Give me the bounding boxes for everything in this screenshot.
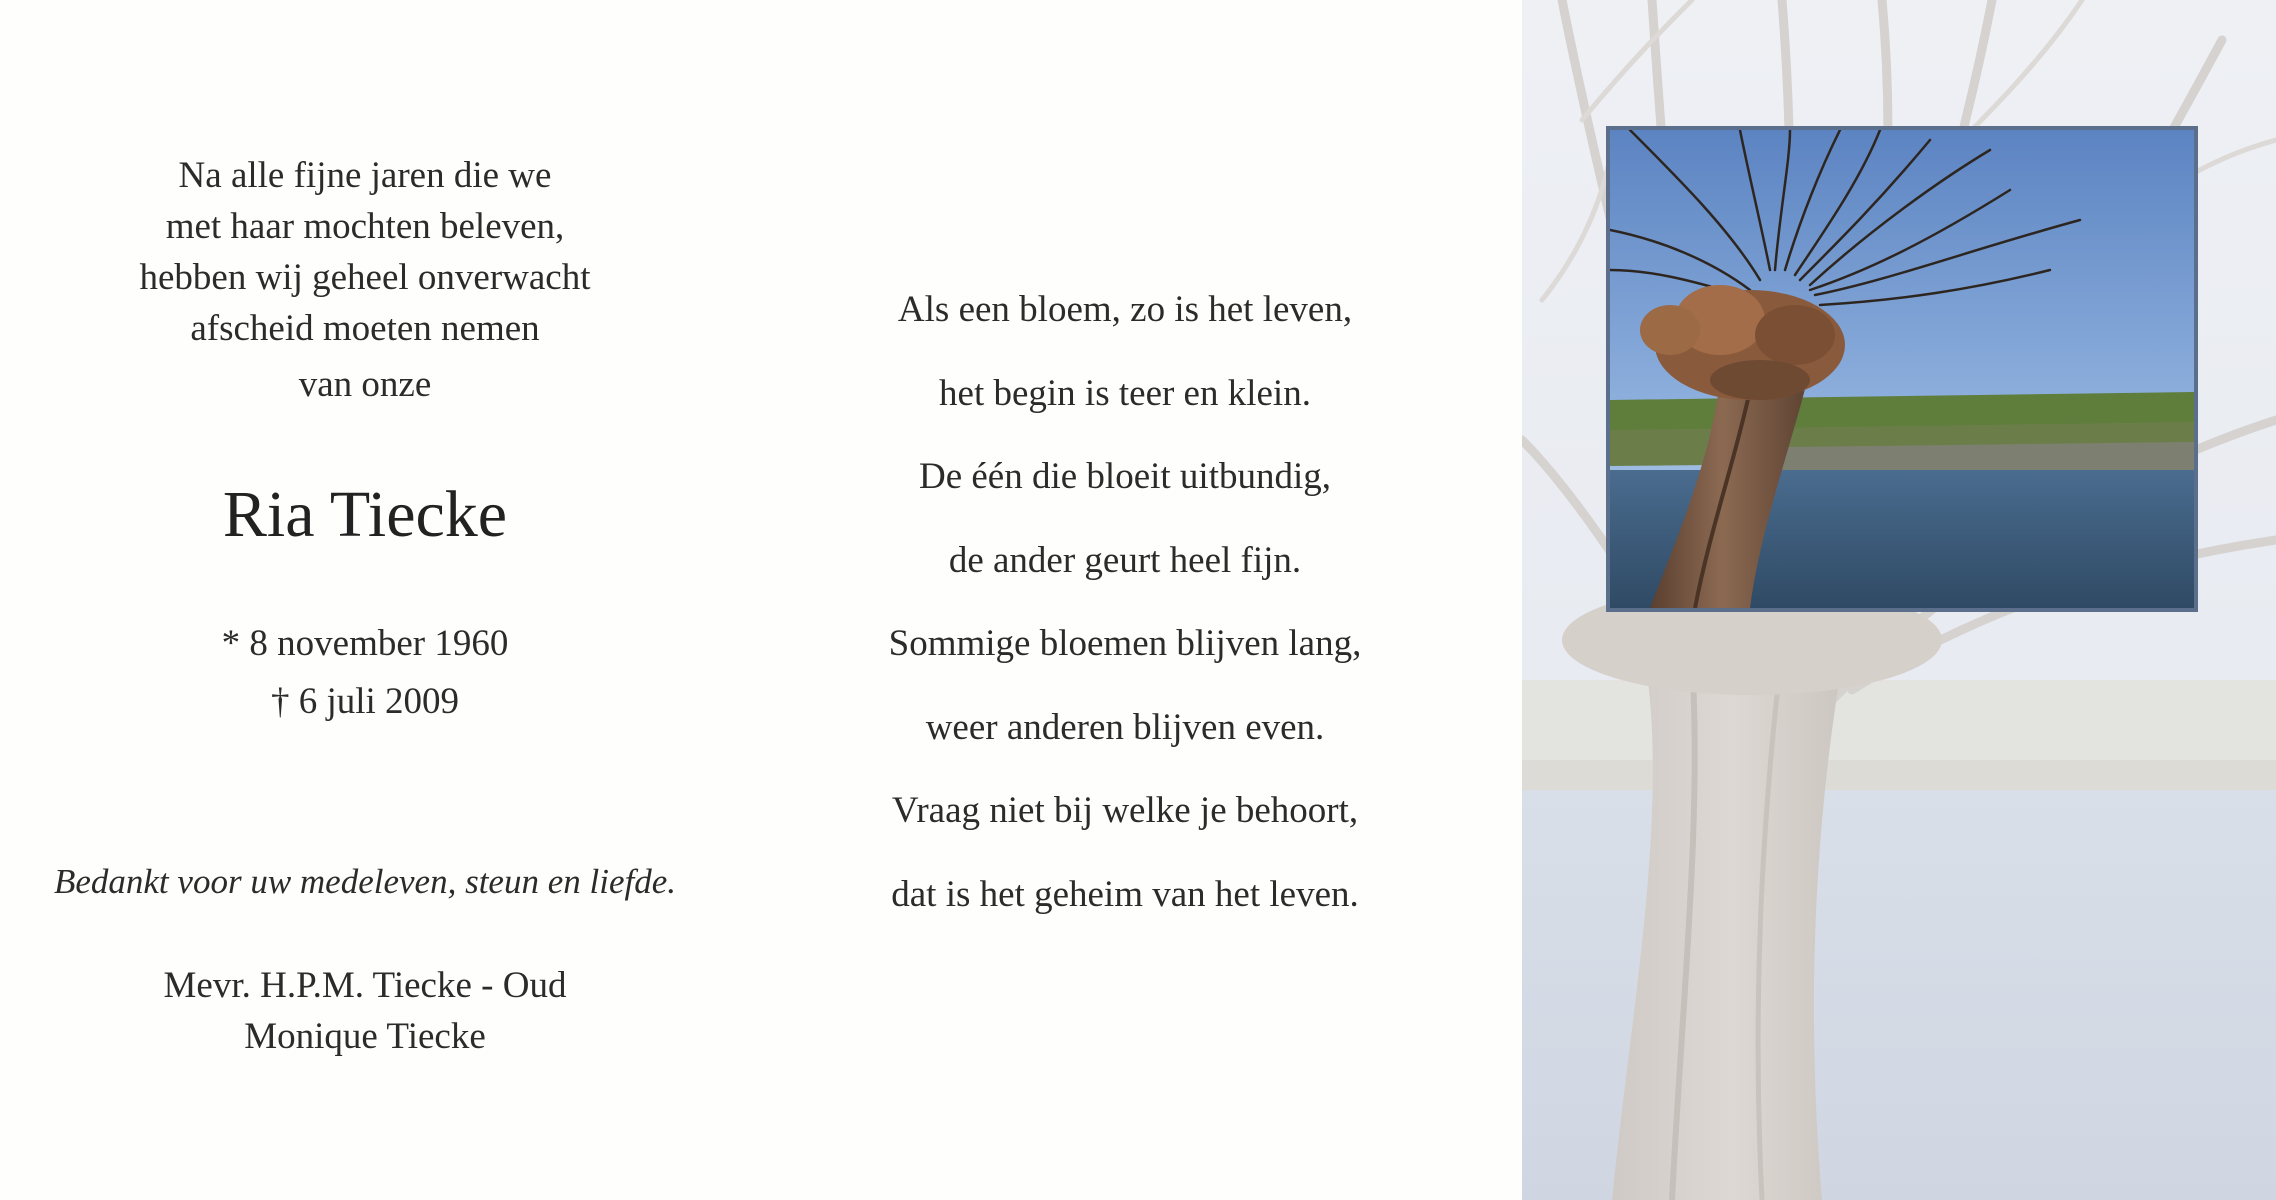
poem: [780, 268, 1470, 936]
intro-line: Na alle fijne jaren die we: [178, 155, 552, 196]
intro-text: [60, 150, 670, 410]
background-photo: [1522, 0, 2276, 1200]
poem-line: de ander geurt heel fijn.: [948, 539, 1302, 581]
family-signature: [60, 960, 670, 1062]
family-member: Monique Tiecke: [244, 1016, 486, 1057]
willow-photo: [1606, 126, 2198, 612]
thanks-note: Bedankt voor uw medeleven, steun en liefde.: [53, 862, 676, 901]
poem-line: weer anderen blijven even.: [925, 706, 1325, 748]
family-member: Mevr. H.P.M. Tiecke - Oud: [163, 965, 567, 1006]
willow-tree-icon: [1610, 130, 2194, 608]
deceased-name: Ria Tiecke: [222, 478, 508, 551]
death-date: † 6 juli 2009: [270, 681, 460, 722]
poem-line: De één die bloeit uitbundig,: [918, 456, 1332, 497]
poem-line: dat is het geheim van het leven.: [891, 873, 1359, 915]
poem-line: Vraag niet bij welke je behoort,: [891, 790, 1359, 831]
intro-line: hebben wij geheel onverwacht: [139, 257, 591, 298]
intro-line: van onze: [298, 364, 432, 405]
life-dates: [60, 615, 670, 731]
poem-line: Sommige bloemen blijven lang,: [888, 623, 1362, 664]
birth-date: * 8 november 1960: [221, 623, 509, 664]
intro-line: met haar mochten beleven,: [165, 206, 565, 247]
poem-line: het begin is teer en klein.: [939, 372, 1311, 414]
poem-line: Als een bloem, zo is het leven,: [897, 289, 1353, 330]
intro-line: afscheid moeten nemen: [190, 308, 540, 349]
left-panel: [0, 0, 730, 1200]
